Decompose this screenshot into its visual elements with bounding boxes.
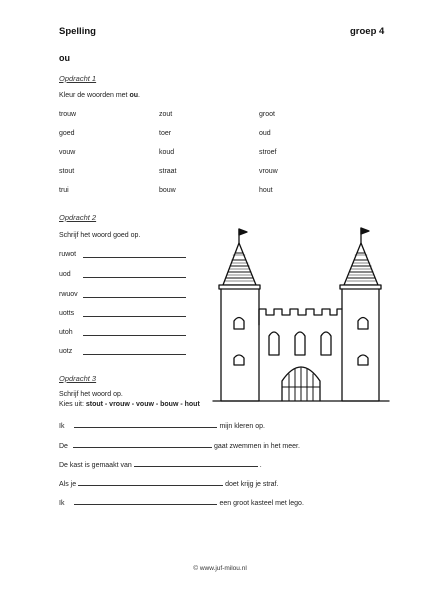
grade-label: groep 4: [350, 26, 385, 37]
assignment1-heading: Opdracht 1: [59, 74, 97, 83]
worksheet-title: Spelling: [59, 26, 96, 37]
sentence-item: De kast is gemaakt van .: [59, 462, 262, 469]
word-item[interactable]: trouw: [59, 111, 77, 118]
answer-line[interactable]: [134, 460, 258, 467]
assignment1-instruction: Kleur de woorden met ou.: [59, 92, 140, 99]
word-item[interactable]: oud: [259, 130, 271, 137]
assignment3-instruction: Schrijf het woord op.: [59, 391, 123, 398]
scramble-item: [59, 291, 78, 298]
copyright-footer: © www.juf-milou.nl: [193, 565, 247, 572]
assignment2-heading: Opdracht 2: [59, 213, 97, 222]
word-item[interactable]: koud: [159, 149, 175, 156]
answer-line[interactable]: [83, 251, 186, 258]
word-item[interactable]: zout: [159, 111, 173, 118]
word-item[interactable]: toer: [159, 130, 172, 137]
scrambled-word: utoh: [59, 329, 73, 336]
sentence-item: Als je doet krijg je straf.: [59, 481, 279, 488]
scrambled-word: uotz: [59, 348, 73, 355]
word-item[interactable]: hout: [259, 187, 273, 194]
assignment2-instruction: Schrijf het woord goed op.: [59, 232, 141, 239]
answer-line[interactable]: [83, 271, 186, 278]
word-item[interactable]: straat: [159, 168, 177, 175]
word-item[interactable]: vrouw: [259, 168, 278, 175]
sentence-item: Ik mijn kleren op.: [59, 423, 265, 430]
scramble-item: [59, 251, 76, 258]
word-item[interactable]: trui: [59, 187, 69, 194]
answer-line[interactable]: [83, 310, 186, 317]
answer-line[interactable]: [83, 329, 186, 336]
word-item[interactable]: groot: [259, 111, 275, 118]
scrambled-word: uotts: [59, 310, 75, 317]
word-item[interactable]: goed: [59, 130, 75, 137]
scrambled-word: rwuov: [59, 291, 78, 298]
answer-line[interactable]: [83, 291, 186, 298]
assignment3-heading: Opdracht 3: [59, 374, 97, 383]
scramble-item: [59, 271, 71, 278]
scramble-item: [59, 310, 74, 317]
answer-line[interactable]: [78, 479, 223, 486]
scrambled-word: ruwot: [59, 251, 77, 258]
scramble-item: [59, 329, 73, 336]
answer-line[interactable]: [73, 441, 212, 448]
sentence-item: De gaat zwemmen in het meer.: [59, 443, 300, 450]
word-item[interactable]: vouw: [59, 149, 76, 156]
choice-words: Kies uit: stout - vrouw - vouw - bouw - hout: [59, 401, 200, 408]
word-item[interactable]: bouw: [159, 187, 176, 194]
answer-line[interactable]: [74, 498, 217, 505]
sentence-item: Ik een groot kasteel met lego.: [59, 500, 304, 507]
answer-line[interactable]: [83, 348, 186, 355]
scramble-item: [59, 348, 72, 355]
answer-line[interactable]: [74, 421, 217, 428]
topic-label: ou: [59, 53, 70, 63]
scrambled-word: uod: [59, 271, 71, 278]
castle-illustration: [211, 225, 397, 413]
word-item[interactable]: stout: [59, 168, 75, 175]
word-item[interactable]: stroef: [259, 149, 277, 156]
